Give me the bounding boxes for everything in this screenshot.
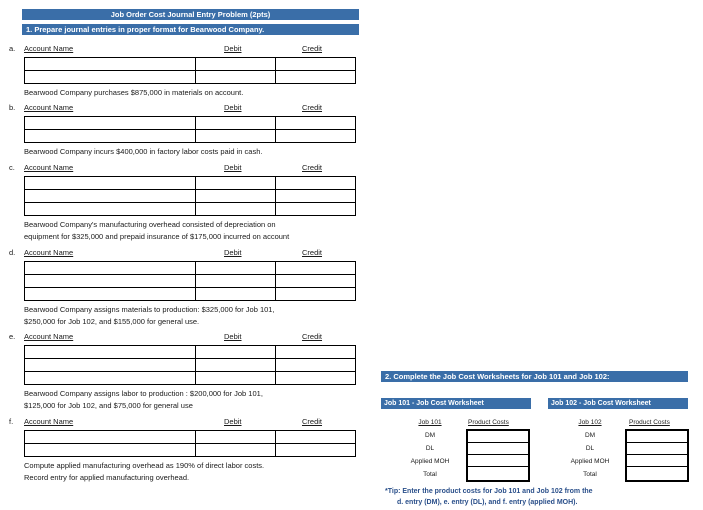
ws101-total-input[interactable] <box>468 467 528 479</box>
debit-cell[interactable] <box>196 444 276 457</box>
account-name-header: Account Name <box>24 163 74 172</box>
ws101-header: Job 101 - Job Cost Worksheet <box>381 398 531 409</box>
debit-cell[interactable] <box>196 117 276 130</box>
entry-letter: a. <box>9 44 16 53</box>
debit-header: Debit <box>224 163 242 172</box>
debit-header: Debit <box>224 417 242 426</box>
ws101-product-costs-header: Product Costs <box>468 419 509 426</box>
entry-letter: f. <box>9 417 14 426</box>
credit-cell[interactable] <box>276 288 356 301</box>
account-name-header: Account Name <box>24 44 74 53</box>
entry-description: $125,000 for Job 102, and $75,000 for general use <box>24 401 193 410</box>
debit-cell[interactable] <box>196 130 276 143</box>
account-cell[interactable] <box>25 130 196 143</box>
account-cell[interactable] <box>25 346 196 359</box>
credit-cell[interactable] <box>276 130 356 143</box>
debit-cell[interactable] <box>196 58 276 71</box>
credit-cell[interactable] <box>276 71 356 84</box>
credit-cell[interactable] <box>276 346 356 359</box>
debit-header: Debit <box>224 248 242 257</box>
credit-cell[interactable] <box>276 275 356 288</box>
credit-cell[interactable] <box>276 190 356 203</box>
account-cell[interactable] <box>25 58 196 71</box>
debit-cell[interactable] <box>196 262 276 275</box>
ws101-dl-input[interactable] <box>468 443 528 455</box>
credit-cell[interactable] <box>276 203 356 216</box>
debit-cell[interactable] <box>196 359 276 372</box>
ws101-dm-input[interactable] <box>468 431 528 443</box>
debit-header: Debit <box>224 44 242 53</box>
debit-header: Debit <box>224 103 242 112</box>
tip-line-2: d. entry (DM), e. entry (DL), and f. entry (applied MOH). <box>397 499 578 506</box>
ws102-total-label: Total <box>583 471 597 478</box>
ws102-dl-input[interactable] <box>627 443 687 455</box>
debit-cell[interactable] <box>196 71 276 84</box>
ws101-total-label: Total <box>423 471 437 478</box>
account-cell[interactable] <box>25 372 196 385</box>
credit-header: Credit <box>302 163 323 172</box>
entry-description: Bearwood Company's manufacturing overhead consisted of depreciation on <box>24 220 276 229</box>
account-cell[interactable] <box>25 359 196 372</box>
credit-cell[interactable] <box>276 444 356 457</box>
journal-grid <box>24 57 356 84</box>
debit-header: Debit <box>224 332 242 341</box>
debit-cell[interactable] <box>196 177 276 190</box>
account-cell[interactable] <box>25 262 196 275</box>
ws102-dm-input[interactable] <box>627 431 687 443</box>
journal-grid <box>24 430 356 457</box>
ws102-input-box <box>625 429 689 482</box>
part1-banner: 1. Prepare journal entries in proper format for Bearwood Company. <box>22 24 359 35</box>
account-cell[interactable] <box>25 288 196 301</box>
entry-description: Compute applied manufacturing overhead as 190% of direct labor costs. <box>24 461 265 470</box>
entry-letter: e. <box>9 332 16 341</box>
tip-line-1: *Tip: Enter the product costs for Job 101 and Job 102 from the <box>385 488 593 495</box>
ws101-input-box <box>466 429 530 482</box>
account-cell[interactable] <box>25 431 196 444</box>
account-cell[interactable] <box>25 190 196 203</box>
entry-description: Bearwood Company purchases $875,000 in materials on account. <box>24 88 244 97</box>
entry-letter: c. <box>9 163 15 172</box>
ws102-job-label: Job 102 <box>578 419 602 426</box>
debit-cell[interactable] <box>196 372 276 385</box>
debit-cell[interactable] <box>196 203 276 216</box>
account-name-header: Account Name <box>24 417 74 426</box>
account-cell[interactable] <box>25 275 196 288</box>
journal-grid <box>24 345 356 385</box>
entry-description: equipment for $325,000 and prepaid insurance of $175,000 incurred on account <box>24 232 290 241</box>
entry-description: Bearwood Company incurs $400,000 in factory labor costs paid in cash. <box>24 147 263 156</box>
ws101-dm-label: DM <box>424 432 436 439</box>
entry-description: Record entry for applied manufacturing overhead. <box>24 473 190 482</box>
journal-grid <box>24 176 356 216</box>
debit-cell[interactable] <box>196 288 276 301</box>
debit-cell[interactable] <box>196 346 276 359</box>
ws101-dl-label: DL <box>425 445 435 452</box>
ws102-total-input[interactable] <box>627 467 687 479</box>
account-name-header: Account Name <box>24 103 74 112</box>
account-name-header: Account Name <box>24 332 74 341</box>
credit-cell[interactable] <box>276 431 356 444</box>
credit-header: Credit <box>302 44 323 53</box>
credit-header: Credit <box>302 417 323 426</box>
journal-grid <box>24 261 356 301</box>
ws102-product-costs-header: Product Costs <box>629 419 670 426</box>
ws102-dl-label: DL <box>585 445 595 452</box>
credit-header: Credit <box>302 248 323 257</box>
entry-letter: b. <box>9 103 16 112</box>
credit-cell[interactable] <box>276 117 356 130</box>
account-cell[interactable] <box>25 71 196 84</box>
ws102-header: Job 102 - Job Cost Worksheet <box>548 398 688 409</box>
account-cell[interactable] <box>25 177 196 190</box>
entry-description: $250,000 for Job 102, and $155,000 for general use. <box>24 317 200 326</box>
account-name-header: Account Name <box>24 248 74 257</box>
debit-cell[interactable] <box>196 275 276 288</box>
credit-cell[interactable] <box>276 58 356 71</box>
account-cell[interactable] <box>25 444 196 457</box>
ws102-moh-label: Applied MOH <box>570 458 610 465</box>
entry-description: Bearwood Company assigns materials to production: $325,000 for Job 101, <box>24 305 275 314</box>
account-cell[interactable] <box>25 203 196 216</box>
entry-description: Bearwood Company assigns labor to production : $200,000 for Job 101, <box>24 389 263 398</box>
ws101-job-label: Job 101 <box>418 419 442 426</box>
credit-cell[interactable] <box>276 262 356 275</box>
credit-cell[interactable] <box>276 372 356 385</box>
part2-banner: 2. Complete the Job Cost Worksheets for Job 101 and Job 102: <box>381 371 688 382</box>
ws101-moh-input[interactable] <box>468 455 528 467</box>
debit-cell[interactable] <box>196 190 276 203</box>
credit-cell[interactable] <box>276 359 356 372</box>
credit-cell[interactable] <box>276 177 356 190</box>
ws101-moh-label: Applied MOH <box>410 458 450 465</box>
account-cell[interactable] <box>25 117 196 130</box>
ws102-dm-label: DM <box>584 432 596 439</box>
journal-grid <box>24 116 356 143</box>
credit-header: Credit <box>302 103 323 112</box>
credit-header: Credit <box>302 332 323 341</box>
ws102-moh-input[interactable] <box>627 455 687 467</box>
debit-cell[interactable] <box>196 431 276 444</box>
page-title: Job Order Cost Journal Entry Problem (2pts) <box>22 9 359 20</box>
entry-letter: d. <box>9 248 16 257</box>
